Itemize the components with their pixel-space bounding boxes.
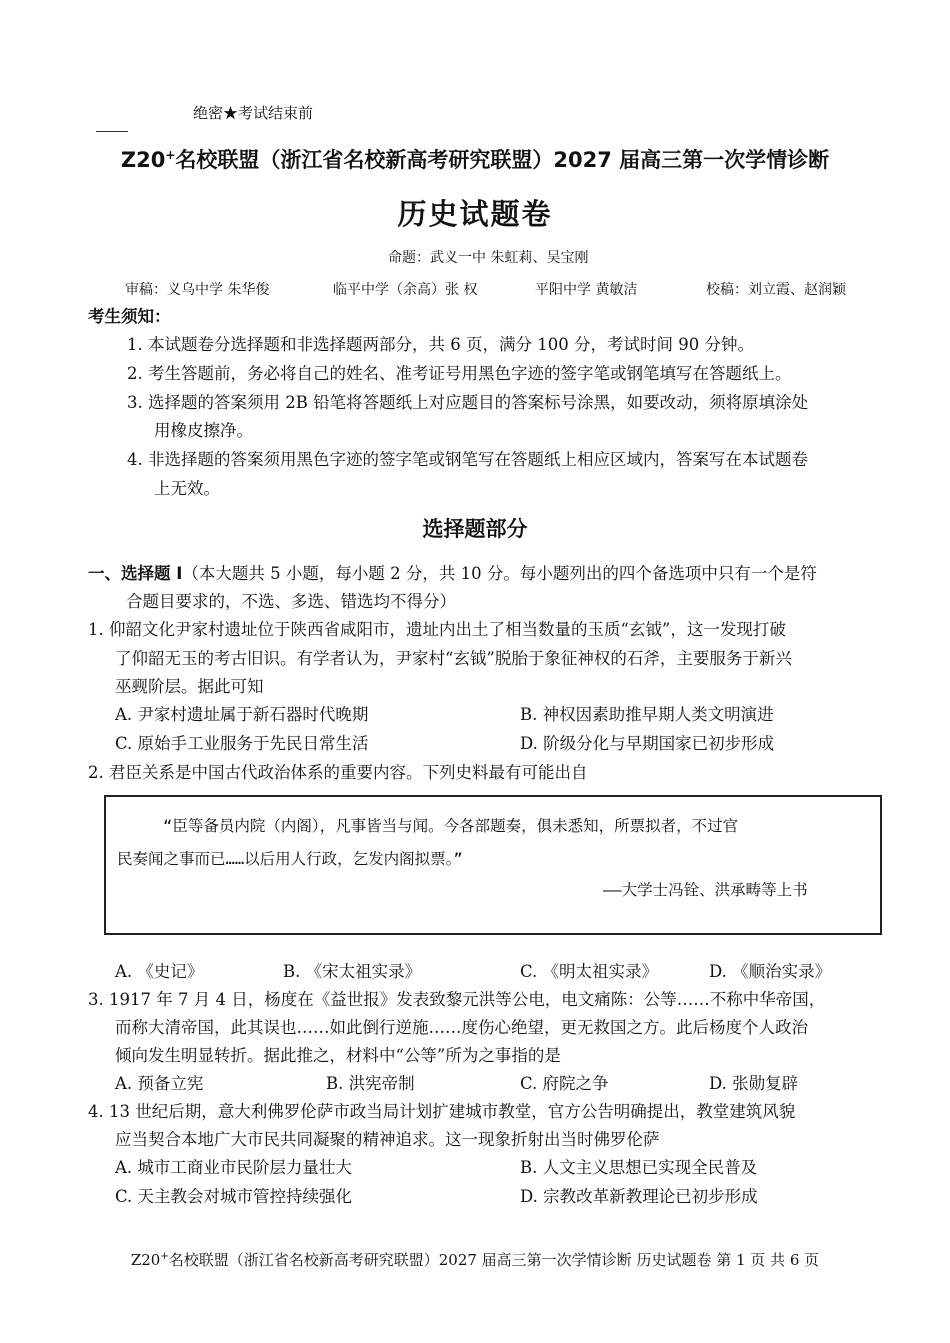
q4-option-d[interactable]: D. 宗教改革新教理论已初步形成 [520,1187,758,1206]
notice-item-4: 4. 非选择题的答案须用黑色字迹的签字笔或钢笔写在答题纸上相应区域内，答案写在本试题卷 [127,450,808,469]
q4-line-1: 4. 13 世纪后期，意大利佛罗伦萨市政当局计划扩建城市教堂，官方公告明确提出，教堂建筑风貌 [88,1102,796,1121]
q3-option-d[interactable]: D. 张勋复辟 [709,1074,799,1093]
part1-desc-cont: 合题目要求的，不选、多选、错选均不得分） [126,592,456,611]
q4-line-2: 应当契合本地广大市民共同凝聚的精神追求。这一现象折射出当时佛罗伦萨 [115,1130,660,1149]
part1-label: 一、选择题 I [88,564,183,583]
part1-heading [88,560,817,584]
q3-line-1: 3. 1917 年 7 月 4 日，杨度在《益世报》发表致黎元洪等公电，电文痛陈：公等……不称中华帝国， [88,990,826,1009]
q4-option-b[interactable]: B. 人文主义思想已实现全民普及 [520,1158,758,1177]
quote-source: ——大学士冯铨、洪承畴等上书 [603,881,808,899]
confidential-mark: 绝密★考试结束前 [193,104,314,122]
footer-sup: + [160,1251,169,1262]
section-title: 选择题部分 [422,517,528,541]
q2-option-a[interactable]: A. 《史记》 [115,962,204,981]
q3-line-2: 而称大清帝国，此其误也……如此倒行逆施……度伤心绝望，更无救国之方。此后杨度个人政治 [115,1018,808,1037]
reviewer-1: 审稿：义乌中学 朱华俊 [125,282,270,298]
quote-line-1: “臣等备员内院（内阁），凡事皆当与闻。今各部题奏，俱未悉知，所票拟者，不过官 [163,817,739,835]
notice-item-4-cont: 上无效。 [154,479,220,498]
footer-prefix: Z20 [130,1251,161,1269]
notice-item-1: 1. 本试题卷分选择题和非选择题两部分，共 6 页，满分 100 分，考试时间 90 分钟。 [127,335,754,354]
reviewer-2: 临平中学（余高）张 权 [333,282,478,298]
title-rest: 名校联盟（浙江省名校新高考研究联盟）2027 届高三第一次学情诊断 [175,148,830,172]
title-sup: + [165,148,176,162]
authors-line: 命题：武义一中 朱虹莉、吴宝刚 [388,250,589,266]
part1-desc: （本大题共 5 小题，每小题 2 分，共 10 分。每小题列出的四个备选项中只有一个是符 [182,564,817,583]
q2-option-c[interactable]: C. 《明太祖实录》 [520,962,659,981]
q2-stem: 2. 君臣关系是中国古代政治体系的重要内容。下列史料最有可能出自 [88,763,588,782]
q4-option-c[interactable]: C. 天主教会对城市管控持续强化 [115,1187,353,1206]
q1-line-3: 巫觋阶层。据此可知 [115,677,264,696]
header-rule [96,131,128,132]
notice-item-3: 3. 选择题的答案须用 2B 铅笔将答题纸上对应题目的答案标号涂黑，如要改动，须将原填涂处 [127,393,809,412]
notice-title: 考生须知： [88,307,171,326]
q1-option-d[interactable]: D. 阶级分化与早期国家已初步形成 [520,734,775,753]
reviewer-3: 平阳中学 黄敏洁 [535,282,638,298]
exam-title [0,144,950,174]
q4-option-a[interactable]: A. 城市工商业市民阶层力量壮大 [115,1158,352,1177]
q3-option-a[interactable]: A. 预备立宪 [115,1074,204,1093]
subject-title: 历史试题卷 [397,197,553,231]
quote-line-2: 民奏闻之事而已……以后用人行政，乞发内阁拟票。” [117,850,463,868]
q1-line-2: 了仰韶无玉的考古旧识。有学者认为，尹家村“玄钺”脱胎于象征神权的石斧，主要服务于新兴 [115,649,792,668]
q3-option-b[interactable]: B. 洪宪帝制 [326,1074,415,1093]
notice-item-2: 2. 考生答题前，务必将自己的姓名、准考证号用黑色字迹的签字笔或钢笔填写在答题纸上。 [127,364,792,383]
q2-option-b[interactable]: B. 《宋太祖实录》 [283,962,422,981]
q1-option-c[interactable]: C. 原始手工业服务于先民日常生活 [115,734,369,753]
q1-line-1: 1. 仰韶文化尹家村遗址位于陕西省咸阳市，遗址内出土了相当数量的玉质“玄钺”，这一发现打破 [88,620,786,639]
proofreaders: 校稿：刘立霞、赵润颖 [706,282,846,298]
notice-item-3-cont: 用橡皮擦净。 [154,421,253,440]
q2-option-d[interactable]: D. 《顺治实录》 [709,962,832,981]
q1-option-b[interactable]: B. 神权因素助推早期人类文明演进 [520,705,774,724]
footer-text: 名校联盟（浙江省名校新高考研究联盟）2027 届高三第一次学情诊断 历史试题卷 第 1 页 共 6 页 [168,1251,820,1269]
q3-line-3: 倾向发生明显转折。据此推之，材料中“公等”所为之事指的是 [115,1046,561,1065]
q3-option-c[interactable]: C. 府院之争 [520,1074,609,1093]
page-footer [0,1249,950,1270]
title-prefix: Z20 [120,148,166,172]
q1-option-a[interactable]: A. 尹家村遗址属于新石器时代晚期 [115,705,369,724]
